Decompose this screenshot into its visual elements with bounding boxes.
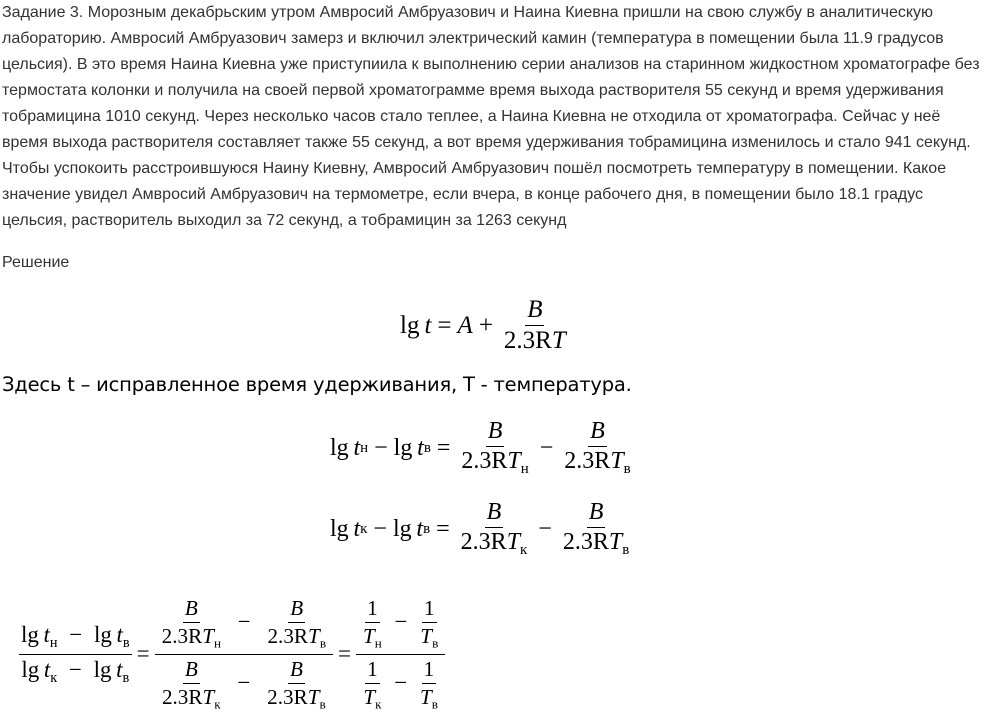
fraction-lg-ratio [19, 620, 132, 689]
sub-n: н [213, 635, 221, 651]
sub-v: в [622, 542, 630, 559]
sub-k: к [375, 696, 382, 712]
fraction-B-over-2.3RTv [265, 657, 328, 713]
plus-sign: + [478, 311, 493, 339]
var-B: B [486, 499, 502, 525]
var-B: B [590, 418, 605, 444]
var-T: T [419, 684, 432, 709]
sub-k: к [50, 669, 58, 686]
var-B: B [290, 596, 304, 620]
lg-text: lg [94, 621, 112, 647]
var-T: T [551, 327, 566, 354]
sub-v: в [319, 635, 327, 651]
sub-v: в [122, 669, 130, 686]
sub-v: в [623, 461, 631, 478]
minus-sign: − [237, 609, 251, 635]
variables-note: Здесь t – исправленное время удерживания, T - температура. [2, 373, 632, 396]
sub-v: в [319, 696, 326, 712]
var-t: t [353, 515, 361, 542]
lg-text: lg [21, 621, 39, 647]
var-t: t [424, 311, 432, 339]
fraction-1-over-Tv [418, 596, 440, 652]
var-t: t [353, 434, 361, 461]
var-T: T [420, 624, 433, 648]
lg-text: lg [330, 515, 349, 542]
sub-v: в [122, 634, 130, 651]
fraction-reciprocal-ratio [356, 594, 445, 714]
den-prefix: 2.3R [267, 684, 308, 709]
var-t: t [116, 656, 123, 682]
fraction-1-over-Tv [418, 657, 440, 713]
var-B: B [588, 499, 604, 525]
fraction-1-over-Tk [361, 657, 383, 713]
den-prefix: 2.3R [161, 684, 203, 709]
den-prefix: 2.3R [564, 448, 611, 474]
var-A: A [457, 311, 473, 339]
den-prefix: 2.3R [503, 327, 552, 354]
lg-text: lg [93, 656, 112, 682]
equals-sign: = [338, 641, 351, 667]
den-prefix: 2.3R [461, 448, 508, 474]
den-prefix: 2.3R [161, 624, 203, 648]
fraction-B-over-2.3RTv [562, 418, 632, 478]
equals-sign: = [437, 311, 452, 339]
lg-text: lg [21, 656, 40, 682]
fraction-B-over-2.3RTv [265, 596, 328, 652]
minus-sign: − [539, 434, 554, 461]
sub-n: н [49, 634, 58, 651]
one: 1 [365, 657, 380, 684]
var-t: t [417, 434, 424, 461]
sub-n: н [520, 461, 529, 478]
den-prefix: 2.3R [562, 529, 609, 555]
var-T: T [363, 684, 376, 709]
den-prefix: 2.3R [460, 529, 507, 555]
minus-sign: − [237, 669, 251, 695]
var-t: t [43, 656, 51, 682]
one: 1 [422, 657, 437, 684]
equals-sign: = [436, 434, 451, 461]
var-T: T [307, 684, 320, 709]
minus-sign: − [373, 515, 387, 542]
lg-text: lg [392, 515, 412, 542]
solution-heading: Решение [2, 254, 70, 271]
var-B: B [289, 656, 303, 681]
var-t: t [416, 515, 424, 542]
fraction-1-over-Tn [361, 596, 384, 652]
minus-sign: − [394, 669, 408, 695]
fraction-B-ratio [155, 594, 333, 714]
var-B: B [527, 296, 543, 323]
equation-main [400, 296, 571, 355]
den-prefix: 2.3R [267, 624, 309, 648]
sub-n: н [374, 635, 382, 651]
sub-k: к [520, 542, 528, 559]
lg-text: lg [393, 434, 413, 461]
fraction-B-over-2.3RTv [561, 499, 631, 559]
var-T: T [506, 529, 521, 555]
fraction-B-over-2.3RTn [160, 596, 223, 652]
fraction-B-over-2.3RTk [160, 657, 223, 713]
equation-initial-difference [330, 418, 636, 478]
var-T: T [308, 624, 320, 648]
var-T: T [363, 624, 375, 648]
var-t: t [43, 621, 50, 647]
var-B: B [487, 418, 503, 444]
sub-v: в [423, 520, 431, 537]
var-B: B [184, 596, 198, 620]
minus-sign: − [69, 621, 83, 647]
sub-k: к [214, 696, 221, 712]
equals-sign: = [436, 515, 450, 542]
var-t: t [116, 621, 123, 647]
var-T: T [610, 448, 624, 474]
one: 1 [365, 596, 380, 623]
fraction-B-over-2.3RT [502, 296, 568, 355]
minus-sign: − [68, 656, 82, 682]
equation-ratio [16, 594, 448, 714]
sub-v: в [423, 439, 431, 456]
equation-final-difference [330, 499, 634, 559]
lg-text: lg [400, 311, 420, 339]
var-T: T [507, 448, 521, 474]
var-T: T [608, 529, 623, 555]
sub-k: к [360, 520, 368, 537]
minus-sign: − [394, 609, 408, 635]
var-T: T [202, 624, 214, 648]
minus-sign: − [538, 515, 552, 542]
var-B: B [184, 656, 198, 681]
sub-n: н [360, 439, 369, 456]
sub-v: в [432, 635, 439, 651]
problem-statement: Задание 3. Морозным декабрьским утром Амвросий Амбруазович и Наина Киевна пришли на свою службу в аналитическую лабораторию. Амвросий Амбруазович замерз и включил электрический камин (температура в помещении была 11.9 градусов цельсия). В это время Наина Киевна уже приступиила к выполнению серии анализов на старинном жидкостном хроматографе без термостата колонки и получила на своей первой хроматограмме время выхода растворителя 55 секунд и время удерживания тобрамицина 1010 секунд. Через несколько часов стало теплее, а Наина Киевна не отходила от хроматографа. Сейчас у неё время выхода растворителя составляет также 55 секунд, а вот время удерживания тобрамицина изменилось и стало 941 секунд. Чтобы успокоить расстроившуюся Наину Киевну, Амвросий Амбруазович пошёл посмотреть температуру в помещении. Какое значение увидел Амвросий Амбруазович на термометре, если вчера, в конце рабочего дня, в помещении было 18.1 градус цельсия, растворитель выходил за 72 секунд, а тобрамицин за 1263 секунд [2, 4, 980, 229]
one: 1 [422, 596, 437, 623]
sub-v: в [431, 696, 438, 712]
minus-sign: − [374, 434, 388, 461]
var-T: T [202, 684, 215, 709]
fraction-B-over-2.3RTk [459, 499, 530, 559]
fraction-B-over-2.3RTn [459, 418, 530, 478]
equals-sign: = [136, 641, 150, 667]
lg-text: lg [330, 434, 349, 461]
